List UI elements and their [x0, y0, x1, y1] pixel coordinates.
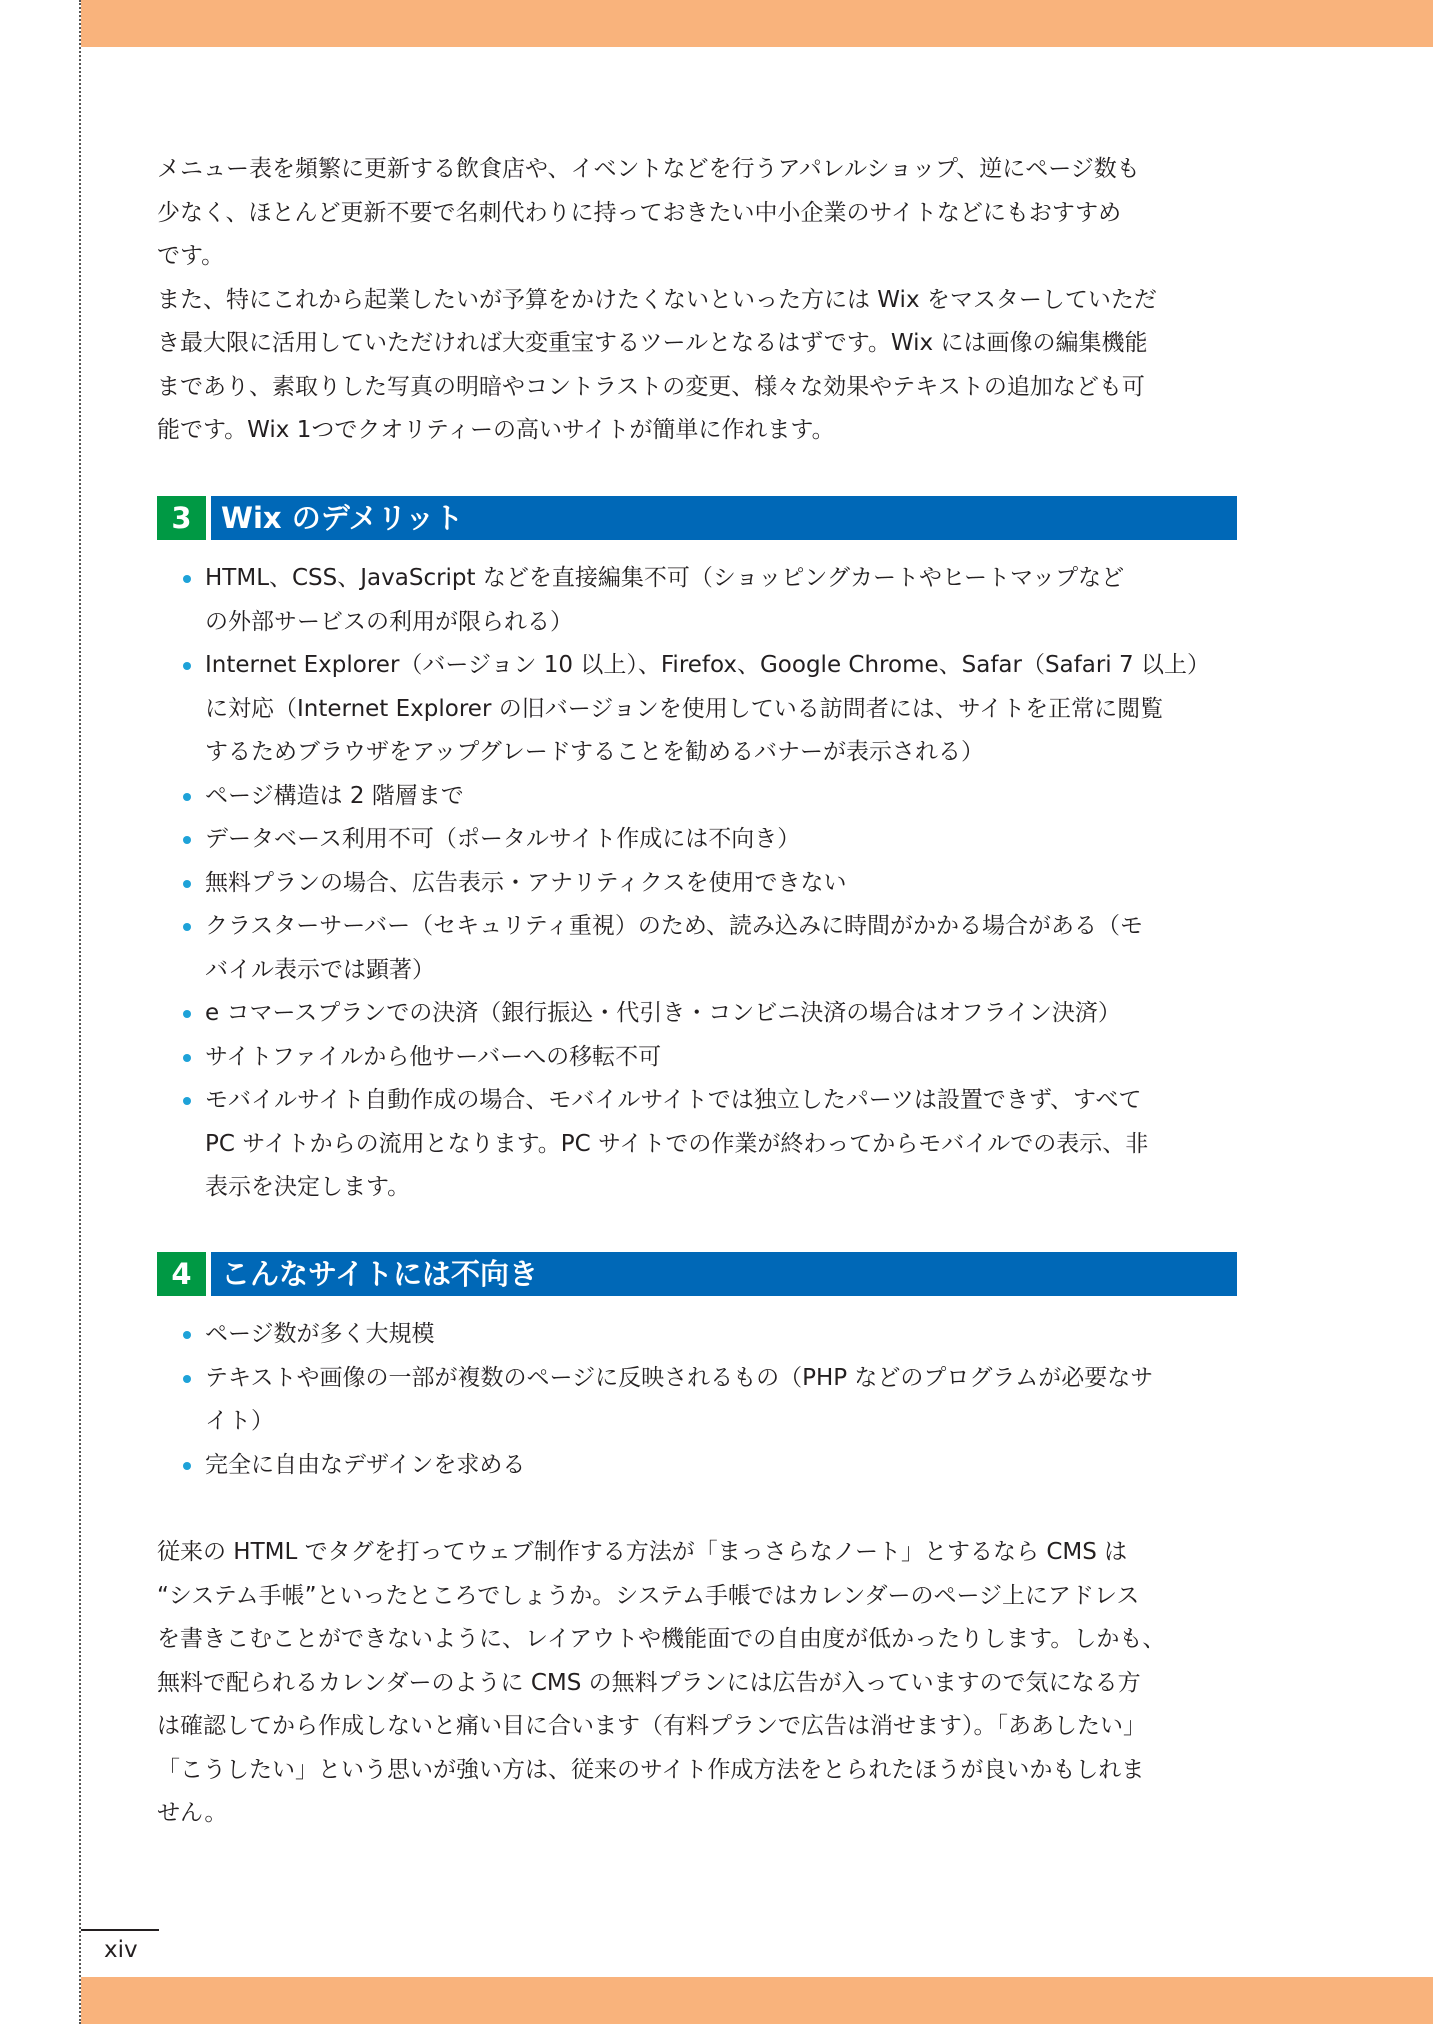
text-line: 能です。Wix 1つでクオリティーの高いサイトが簡単に作れます。 [157, 417, 835, 443]
section-title: Wix のデメリット [211, 496, 1237, 540]
section-number: 4 [157, 1252, 206, 1296]
list-item [183, 644, 1237, 775]
page-number-rule [81, 1929, 159, 1931]
list-item [183, 862, 1237, 906]
text-line: 無料で配られるカレンダーのように CMS の無料プランには広告が入っていますので気になる方 [157, 1669, 1141, 1696]
text-line: “システム手帳”といったところでしょうか。システム手帳ではカレンダーのページ上にアドレス [157, 1582, 1140, 1609]
text-line: ページ数が多く大規模 [205, 1321, 435, 1347]
text-line: 表示を決定します。 [205, 1174, 411, 1200]
section-number: 3 [157, 496, 206, 540]
list-item [183, 818, 1237, 862]
intro-paragraph [157, 148, 1237, 453]
list-item [183, 1357, 1237, 1444]
text-line: サイトファイルから他サーバーへの移転不可 [205, 1043, 662, 1070]
text-line: するためブラウザをアップグレードすることを勧めるバナーが表示される） [205, 739, 985, 765]
text-line: イト） [205, 1408, 274, 1434]
text-line: は確認してから作成しないと痛い目に合います（有料プランで広告は消せます）。「ああしたい」 [157, 1713, 1146, 1739]
text-line: を書きこむことができないように、レイアウトや機能面での自由度が低かったりします。しかも、 [157, 1626, 1166, 1652]
list-item [183, 1079, 1237, 1210]
text-line: テキストや画像の一部が複数のページに反映されるもの（PHP などのプログラムが必要なサ [205, 1364, 1154, 1391]
text-line: PC サイトからの流用となります。PC サイトでの作業が終わってからモバイルでの表示、非 [205, 1130, 1149, 1157]
list-item [183, 775, 1237, 819]
text-line: 少なく、ほとんど更新不要で名刺代わりに持っておきたい中小企業のサイトなどにもおすすめ [157, 199, 1122, 226]
text-line: モバイルサイト自動作成の場合、モバイルサイトでは独立したパーツは設置できず、すべて [205, 1087, 1142, 1113]
section-3-header [157, 496, 1237, 540]
list-item [183, 1313, 1237, 1357]
text-line: HTML、CSS、JavaScript などを直接編集不可（ショッピングカートやヒートマップなど [205, 565, 1125, 591]
page-number: xiv [104, 1937, 138, 1963]
text-line: の外部サービスの利用が限られる） [205, 608, 573, 635]
text-line: メニュー表を頻繁に更新する飲食店や、イベントなどを行うアパレルショップ、逆にページ数も [157, 156, 1140, 182]
text-line: Internet Explorer（バージョン 10 以上）、Firefox、Google Chrome、Safar（Safari 7 以上） [205, 652, 1210, 678]
text-line: き最大限に活用していただければ大変重宝するツールとなるはずです。Wix には画像の編集機能 [157, 330, 1148, 356]
text-line: に対応（Internet Explorer の旧バージョンを使用している訪問者には、サイトを正常に閲覧 [205, 695, 1164, 722]
text-line: 「こうしたい」という思いが強い方は、従来のサイト作成方法をとられたほうが良いかもしれま [157, 1756, 1145, 1783]
section-4-header [157, 1252, 1237, 1296]
text-line: e コマースプランでの決済（銀行振込・代引き・コンビニ決済の場合はオフライン決済） [205, 1000, 1121, 1026]
margin-dotted-rule [79, 0, 81, 2024]
top-color-band [81, 0, 1433, 47]
text-line: まであり、素取りした写真の明暗やコントラストの変更、様々な効果やテキストの追加なども可 [157, 373, 1145, 400]
text-line: 無料プランの場合、広告表示・アナリティクスを使用できない [205, 869, 847, 896]
list-item [183, 1036, 1237, 1080]
text-line: です。 [157, 243, 225, 269]
text-line: データベース利用不可（ポータルサイト作成には不向き） [205, 826, 801, 852]
text-line: バイル表示では顕著） [205, 956, 435, 983]
closing-paragraph [157, 1531, 1237, 1836]
section-4-bullet-list [183, 1313, 1237, 1487]
list-item [183, 1444, 1237, 1488]
text-line: せん。 [157, 1800, 228, 1826]
section-3-bullet-list [183, 557, 1237, 1210]
text-line: 従来の HTML でタグを打ってウェブ制作する方法が「まっさらなノート」とするなら CMS は [157, 1539, 1128, 1565]
text-line: クラスターサーバー（セキュリティ重視）のため、読み込みに時間がかかる場合がある（モ [205, 913, 1143, 939]
bottom-color-band [81, 1977, 1433, 2024]
text-line: また、特にこれから起業したいが予算をかけたくないといった方には Wix をマスターしていただ [157, 286, 1157, 313]
text-line: ページ構造は 2 階層まで [205, 782, 464, 809]
list-item [183, 905, 1237, 992]
list-item [183, 557, 1237, 644]
list-item [183, 992, 1237, 1036]
text-line: 完全に自由なデザインを求める [205, 1451, 526, 1478]
section-title: こんなサイトには不向き [211, 1252, 1237, 1296]
